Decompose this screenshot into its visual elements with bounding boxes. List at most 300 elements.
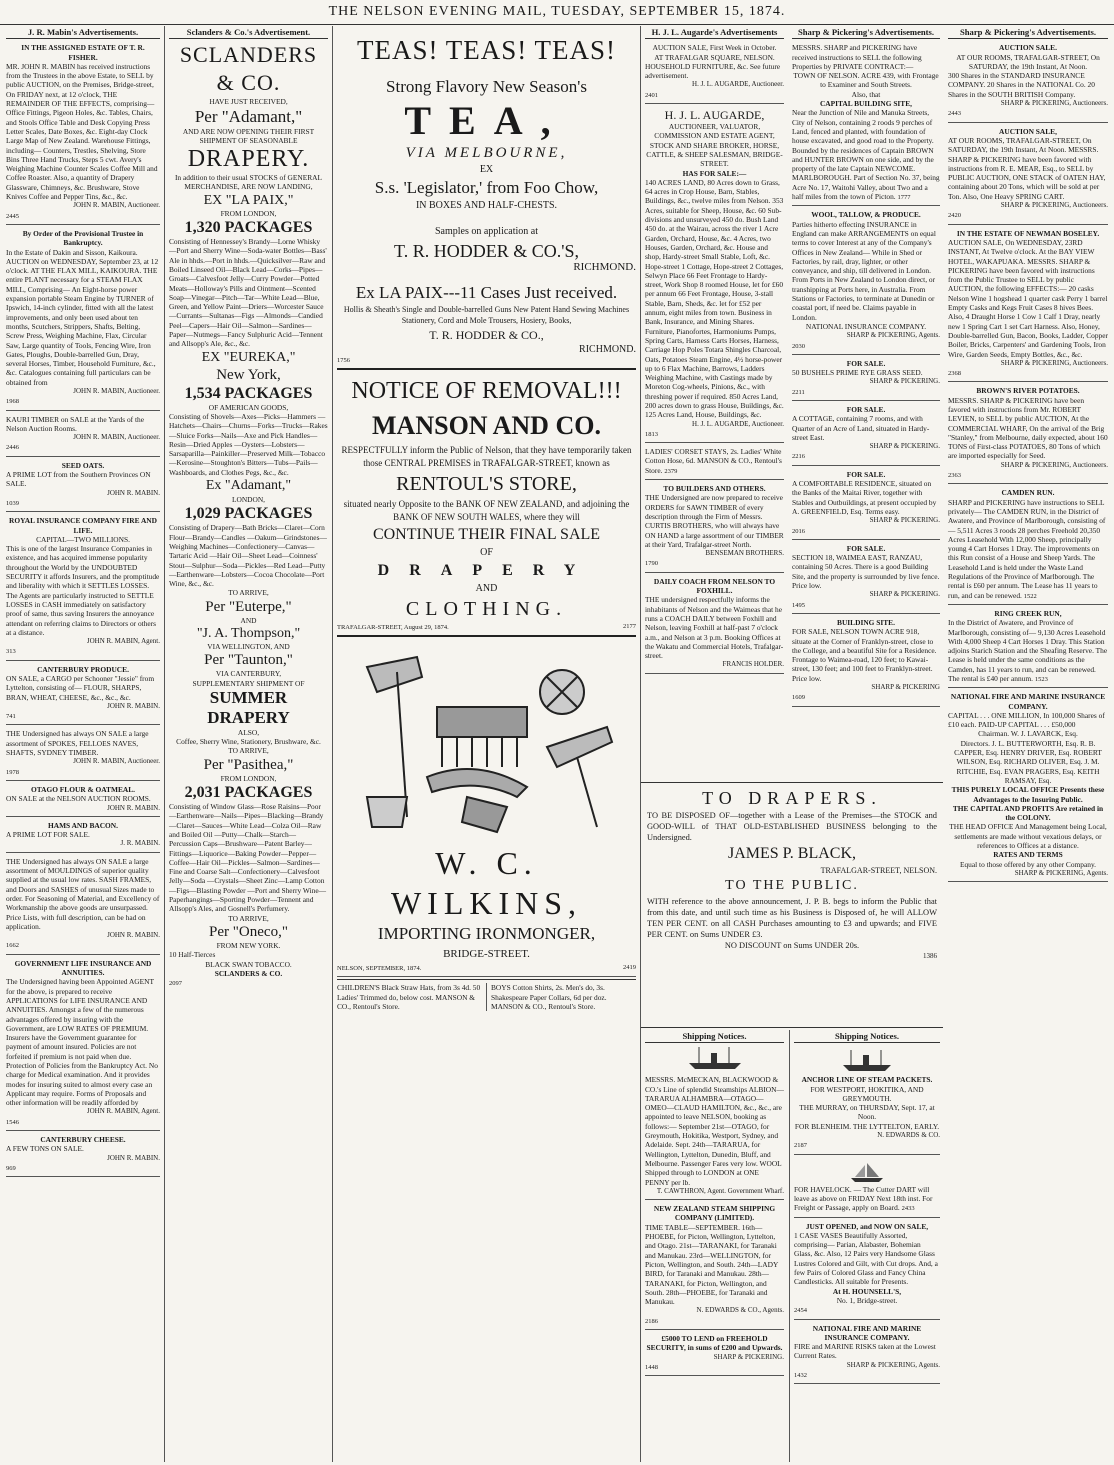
ad-ref: 1386 xyxy=(923,952,937,960)
ad-title: AUCTION SALE, xyxy=(999,126,1057,136)
ex-line: EX xyxy=(479,164,494,175)
land-list: 140 ACRES LAND, 80 Acres down to Grass, 64 acres in Crop House, Barn, Stables, Buildings, &c., twelve miles from Nelson. 353 Acres, suitable for Sheep, House, &c. 60 Sub-divisions and unsurveyed 450 do. Bush Land 450 do. at the Wairau, across the river 1 Acre Garden, Orchard, House, &c. 4 Acres, two Houses, Garden, Orchard, &c. House and shop, Hardy-street Small Stable, Loft, &c. Hope-street 1 Cottage, Hope-street 2 Cottages, Selwyn Place 66 Feet Frontage to Hardy-street, Work Shop 8 roomed House, let for £60 per annum 66 Feet Frontage, House, 3-stall Stable, Barn, Sheds, &c. let for £52 per annum, eight miles from town. Business in Bank, Insurance, and Mining Shares. xyxy=(645,177,784,327)
ad-ref: 2379 xyxy=(664,467,678,475)
hodder-location: RICHMOND. xyxy=(573,261,636,273)
route-line: FOR WESTPORT, HOKITIKA, AND GREYMOUTH. xyxy=(810,1084,924,1103)
ad-body: In the District of Awatere, and Province of Marlborough, consisting of— 9,130 Acres Leasehold With 4,000 Sheep 4 Cart Horses 1 Dray. This Station adjoins Starich Station and the Sheafing Reserve. The Lease is held under the same conditions as the Camden, has 11 years to run, and can be renewed. The rental is £40 per annum. xyxy=(948,618,1108,683)
ad-auction-october xyxy=(645,41,784,104)
ad-mcmeckan xyxy=(645,1073,784,1200)
ad-body: THE Undersigned has always ON SALE a large assortment of SPOKES, FELLOES NAVES, SHAFTS, SYDNEY TIMBER. xyxy=(6,729,149,758)
ship-oneco: Per "Oneco," xyxy=(209,923,288,940)
ad-title: NATIONAL FIRE AND MARINE INSURANCE COMPANY. xyxy=(812,1323,922,1342)
drapery-heading: DRAPERY. xyxy=(187,146,310,173)
bottom-ads xyxy=(337,979,636,1011)
ad-childrens-hats: CHILDREN'S Black Straw Hats, from 3s 4d. 50 Ladies' Trimmed do, below cost. MANSON & CO., Rentoul's Store. xyxy=(337,983,487,1011)
ad-signature: JOHN R. MABIN. xyxy=(107,1153,160,1162)
ad-signature: SHARP & PICKERING, Agents. xyxy=(846,331,940,340)
ad-body: A COMFORTABLE RESIDENCE, situated on the Banks of the Maitai River, together with Stables and Outbuildings, at present occupied by A. GREENFIELD, Esq. Terms easy. xyxy=(792,479,937,516)
steamship-icon xyxy=(685,1045,745,1071)
ad-signature: SHARP & PICKERING xyxy=(871,683,940,691)
ad-body: The Undersigned having been Appointed AGENT for the above, is prepared to receive APPLICATIONS for LIFE INSURANCE AND ANNUITIES. Amongst a few of the numerous advantages offered by insuring with the Government, are LOW RATES OF PREMIUM. Insurers have the Government guarantee for payment of amount insured. Policies are not forfeited if premium is not paid when due. Protection of Policies from the Bankruptcy Act. No charge for Medical examination. And it provides modes for insuring suited to almost every case an Applicant may require. Forms of Proposals and other information will be readily afforded by xyxy=(6,977,158,1108)
ad-title: HAMS AND BACON. xyxy=(47,820,118,830)
ad-teas xyxy=(337,28,636,370)
tierces-line: 10 Half-Tierces xyxy=(169,950,216,960)
ad-body: This is one of the largest Insurance Companies in existence, and has acquired immense popularity throughout the World by the UNDOUBTED SECURITY it affords Insurers, and the promptitude and liberality with which it SETTLES LOSSES. The Agents are particularly instructed to SETTLE LOSSES in CASH immediately on satisfactory proof of same, thus saving Insurers the annoyance attendant on referring claims to Directors or others at a distance. xyxy=(6,544,160,637)
rentoul-store: RENTOUL'S STORE, xyxy=(396,472,577,495)
ad-ref: 1813 xyxy=(645,430,658,438)
ad-body: A COTTAGE, containing 7 rooms, and with Quarter of an Acre of Land, situated in Hardy-street East. xyxy=(792,414,930,442)
flavory-line: Strong Flavory New Season's xyxy=(386,77,587,96)
ad-ref: 2433 xyxy=(901,1205,915,1213)
ad-signature: SCLANDERS & CO. xyxy=(214,968,283,978)
ad-removal xyxy=(337,372,636,637)
ad-vases xyxy=(794,1220,940,1320)
from-line: FROM LONDON, xyxy=(220,773,277,783)
ad-foxhill-coach xyxy=(645,575,784,674)
shipping-notices-left xyxy=(641,1030,788,1462)
ad-ref: 2097 xyxy=(169,980,182,988)
ad-ref: 1978 xyxy=(6,768,19,776)
ad-ref: 2446 xyxy=(6,444,19,452)
capital-site: CAPITAL BUILDING SITE, xyxy=(819,99,913,109)
packages-list: Consisting of Hennessey's Brandy—Lorne Whisky —Port and Sherry Wine—Soda-water Bottles—Bass' Ale in hhds.—Port in hhds.—Quicksilver—Raw and Boiled Linseed Oil—Black Lead—Corks—Pipes—Groats—Calvesfoot Jelly—Curry Powder—Potted Meats—Holloway's Pills and Ointment—Scented Soap—Vinegar—Pitch—Tar—White Lead—Blue, Green, and Yellow Paint—Driers—Worcester Sauce—Currants—Sultanas—Figs —Almonds—Candied Peel—Capers—Hair Oil—Salmon—Sardines—Paper—Nutmegs—Fancy Sulphuric Acid—Tennent and Allsopp's Ale, &c., &c. xyxy=(169,237,327,349)
and-line: AND xyxy=(240,615,257,625)
ad-ref: 969 xyxy=(6,1164,16,1172)
ad-boseley-estate xyxy=(948,227,1108,383)
packages-list: Consisting of Shovels—Axes—Picks—Hammers —Hatchets—Chairs—Churns—Forks—Trucks—Rakes—Sluice Forks—Nails—Axe and Pick Handles—Resin—Dried Apples —Oysters—Lobsters—Sarsaparilla—Painkiller—Preserved Milk—Tobacco—Kerosine—Stoughton's Bitters—Tubs—Pails—Washboards, and Clothes Pegs, &c., &c. xyxy=(169,411,328,477)
respectfully-text: RESPECTFULLY inform the Public of Nelson, that they have temporarily taken those CENTRAL PREMISES in TRAFALGAR-STREET, known as xyxy=(341,444,632,468)
drapery-line: DRAPERY xyxy=(377,561,596,579)
ad-wilkins xyxy=(337,639,636,977)
american-goods: OF AMERICAN GOODS, xyxy=(208,402,289,412)
ad-body: 300 Shares in the STANDARD INSURANCE COMPANY. 20 Shares in the NATIONAL Co. 20 Shares in the SOUTH BRITISH Company. xyxy=(948,71,1095,99)
ad-body: AT OUR ROOMS, TRAFALGAR-STREET, On SATURDAY, the 19th Instant, At Noon. MESSRS. SHARP & PICKERING have been favored with instructions from R. E. MEAR, Esq., to SELL by PUBLIC AUCTION, ONE STACK of OATEN HAY, containing about 20 Tons, which will be sold at per Ton. Also, One Heavy SPRING CART. xyxy=(948,135,1106,201)
ad-havelock xyxy=(794,1157,940,1218)
masthead: THE NELSON EVENING MAIL, TUESDAY, SEPTEMBER 15, 1874. xyxy=(0,4,1114,25)
directors-text: Directors. J. L. BUTTERWORTH, Esq. R. B. CAPPER, Esq. HENRY DRIVER, Esq. ROBERT WILSON, Esq. RICHARD OLIVER, Esq. J. M. RITCHIE, Esq. EVAN PRAGERS, Esq. KEITH RAMSAY, Esq. xyxy=(954,738,1102,785)
of-line: OF xyxy=(480,546,493,558)
bridge-street: BRIDGE-STREET. xyxy=(443,948,530,961)
ad-ref: 2363 xyxy=(948,472,961,480)
ad-date: NELSON, SEPTEMBER, 1874. xyxy=(337,965,422,973)
ad-body: AUCTION SALE, On WEDNESDAY, 23RD INSTANT, At Twelve o'clock. At the BAY VIEW HOTEL, WAKAPUAKA. MESSRS. SHARP & PICKERING have been favored with instructions from the Public Trustee to SELL by public AUCTION, the following EFFECTS:— 20 casks Nelson Wine 1 hogshead 1 quarter cask Perry 1 barrel Empty Casks and Kegs Fruit Cases 8 hives Bees. Also, 4 Draught Horse 1 Cow 1 Calf 1 Dray, nearly new 1 Spring Cart 1 set Cart Harness. Also, Honey, Double-barrelled Gun, Bacon, Books, Ladder, Copper Boiler, Bricks, Carpenters' and Gardening Tools, Iron Wire, Garden Seeds, Empty Bottles, &c., &c. xyxy=(948,237,1108,359)
ad-body: In the Estate of Dakin and Sisson, Kaikoura. AUCTION on WEDNESDAY, September 23, at 12 o'clock. AT THE FLAX MILL, KAIKOURA. THE entire PLANT necessary for a STEAM FLAX MILL, Comprising— An Eight-horse power expansion portable Steam Engine by TURNER of Ipswich, 14-inch cylinder, fitted with all the latest improvements, and only been used about ten months, Scutchers, Strippers, Shafts, Belting, Screw Press, Weighing Machine, Flax, Circular Saw, Large quantity of Tools, Fencing Wire, Iron Gates, Ploughs, Double-barrelled Gun, Dray, several Horses, Timber, Household Furniture, &c., &c. Catalogues containing full particulars can be obtained from xyxy=(6,247,159,387)
ad-body: HOUSEHOLD FURNITURE, &c. See future advertisement. xyxy=(645,61,781,81)
packages-count: 1,029 PACKAGES xyxy=(184,505,313,523)
ad-body: Parties hitherto effecting INSURANCE in England can make ARRANGEMENTS on equal terms to cover Interest at any of the Company's Offices in New Zealand— While in Shed or Factories, by rail, dray, lighter, or other conveyance, and ship, till delivered in London. From Ports in New Zealand to London direct, or transhipping at Ports here, in Australia. From Stations or Factories, to terminate at Dunedin or coastal port, if need be. Claims payable in London. xyxy=(792,219,936,322)
ad-oaten-hay xyxy=(948,125,1108,225)
rates-terms: RATES AND TERMS xyxy=(993,850,1063,860)
ad-ref: 1039 xyxy=(6,499,19,507)
ad-ref: 1448 xyxy=(645,1363,658,1371)
ad-signature: JOHN R. MABIN, Auctioneer. xyxy=(73,386,160,395)
column-sharp-pickering-2 xyxy=(944,26,1112,1462)
ad-body: MESSRS. McMECKAN, BLACKWOOD & CO.'s Line of splendid Steamships ALBION—TARARUA ALHAMBRA—OTAGO—OMEO—CLAUD HAMILTON, &c., &c., are appointed to leave NELSON, booking as follows:— September 21st—OTAGO, for Greymouth, Hokitika, Westport, Sydney, and Adelaide. Sept. 24th—TARARUA, for Wellington, Lyttelton, Dunedin, Bluff, and Melbourne. Passenger Fares very low. WOOL Shipped through to LONDON at ONE PENNY per lb. xyxy=(645,1075,784,1187)
ad-body: THE undersigned respectfully informs the inhabitants of Nelson and the Waimeas that he runs a COACH DAILY between Foxhill and Nelson, leaving Foxhill at half-past 7 o'clock a.m., and Nelson at 3 p.m. Booking Offices at the Wakatu and Commercial Hotels, Trafalgar-street. xyxy=(645,595,784,661)
steamship-icon xyxy=(839,1049,895,1073)
ad-title: NATIONAL FIRE AND MARINE INSURANCE COMPANY. xyxy=(950,692,1106,711)
ad-ref: 2401 xyxy=(645,91,658,99)
ad-title: SEED OATS. xyxy=(61,460,105,470)
ad-body: A PRIME LOT FOR SALE. xyxy=(6,830,90,840)
ad-location: AT TRAFALGAR SQUARE, NELSON. xyxy=(654,52,775,62)
company-line: NATIONAL INSURANCE COMPANY. xyxy=(805,321,927,331)
ad-ref: 1790 xyxy=(645,560,658,568)
ad-residence xyxy=(792,468,940,540)
ad-subtitle: CAPITAL—TWO MILLIONS. xyxy=(36,534,130,544)
ad-ref: 2211 xyxy=(792,388,805,396)
marlborough-text: MARLBOROUGH. Part of Section No. 37, being Acre No. 17, Waitohi Valley, about Two and a half miles from the town of Picton. xyxy=(792,173,940,202)
ad-body: FOR SALE, NELSON TOWN ACRE 918, situate at the Corner of Franklyn-street, close to the College, and a beautiful Site for a Residence. Frontage to Waimea-road, 120 feet; to Kawai-street, 130 feet; and 100 feet to Franklyn-street. Price low. xyxy=(792,627,937,683)
chairman-text: Chairman. W. J. LAVARCK, Esq. xyxy=(978,729,1078,739)
ad-signature: SHARP & PICKERING, Auctioneers. xyxy=(1000,99,1108,108)
ad-signature: JOHN R. MABIN. xyxy=(107,803,160,812)
la-paix-line: Ex LA PAIX---11 Cases Just received. xyxy=(355,283,618,303)
ad-ref: 1777 xyxy=(897,194,911,202)
ad-body: SECTION 18, WAIMEA EAST, RANZAU, containing 50 Acres. There is a good Building Site, and the property is surrounded by live fence. Price low. xyxy=(792,553,940,591)
public-headline: TO THE PUBLIC. xyxy=(725,878,859,893)
hodder-name-2: T. R. HODDER & CO., xyxy=(429,328,544,343)
firm-name: SCLANDERS & CO. xyxy=(179,42,318,96)
hardware-tools-illustration xyxy=(347,647,627,837)
augarde-name: H. J. L. AUGARDE, xyxy=(664,108,765,123)
capital-text: CAPITAL . . . ONE MILLION, In 100,000 Shares of £10 each. PAID-UP CAPITAL . . . £50,000 xyxy=(948,710,1105,730)
ad-canterbury-cheese xyxy=(6,1133,160,1177)
ad-ref: 1522 xyxy=(1023,592,1037,600)
ad-augarde-properties xyxy=(645,106,784,443)
black-address: TRAFALGAR-STREET, NELSON. xyxy=(820,866,937,875)
ad-ring-creek-run xyxy=(948,607,1108,688)
ad-royal-insurance xyxy=(6,514,160,660)
ad-body: TIME TABLE—SEPTEMBER. 16th—PHOEBE, for Picton, Wellington, Lyttelton, and Otago. 21st—TARANAKI, for Taranaki and Manukau. 23rd—WELLINGTON, for Picton, Wellington, and South. 24th—LADY BIRD, for Taranaki and Manukau. 28th—TARANAKI, for Picton, Wellington, and South. 28th—PHOEBE, for Taranaki and Manukau. xyxy=(645,1222,779,1307)
ad-canterbury-produce xyxy=(6,663,160,726)
ad-title: By Order of the Provisional Trustee in Bankruptcy. xyxy=(22,228,144,248)
ad-body: ON SALE, a CARGO per Schooner "Jessie" from Lyttelton, consisting of— FLOUR, SHARPS, BRAN, WHEAT, CHEESE, &c., &c., &c. xyxy=(6,674,155,702)
ship-taunton: Per "Taunton," xyxy=(204,652,293,669)
ad-signature: SHARP & PICKERING, Auctioneers. xyxy=(1000,201,1108,210)
drapers-headline: TO DRAPERS. xyxy=(702,788,882,808)
disposed-text: TO BE DISPOSED OF—together with a Lease of the Premises—the STOCK and GOOD-WILL of THAT OLD-ESTABLISHED BUSINESS belonging to the Undersigned. xyxy=(647,811,937,842)
capital-profits: THE CAPITAL AND PROFITS Are retained in the COLONY. xyxy=(952,803,1104,823)
teas-headline: TEAS! TEAS! TEAS! xyxy=(357,35,616,65)
ad-title: CANTERBURY CHEESE. xyxy=(40,1135,126,1145)
ad-signature: J. R. MABIN. xyxy=(120,839,160,848)
ad-signature: SHARP & PICKERING, Auctioneers. xyxy=(1000,460,1108,469)
ad-signature: JOHN R. MABIN. xyxy=(107,931,160,940)
ad-title: BUILDING SITE. xyxy=(837,617,895,627)
ad-body: THE Undersigned are now prepared to receive ORDERS for SAWN TIMBER of every description through the Firm of Messrs. CURTIS BROTHERS, who will always have ON HAND a large assortment of our TIMBER at their Yard, Trafalgar-street North. xyxy=(645,493,784,549)
ad-ref: 313 xyxy=(6,648,16,656)
ad-title: AUCTION SALE. xyxy=(999,43,1057,53)
ad-ref: 2368 xyxy=(948,370,961,378)
ad-body: THE Undersigned has always ON SALE a large assortment of MOULDINGS of superior quality supplied at the usual low rates. SASH FRAMES, and Doors and SASHES of unusual Sizes made to order. For Seasoning of Material, and Excellency of Workmanship the above goods are unsurpassed. Price Lists, with full description, can be had on application. xyxy=(6,856,160,931)
ad-share-auction xyxy=(948,41,1108,122)
ad-body: MESSRS. SHARP and PICKERING have received instructions to SELL the following Properties by PRIVATE CONTRACT:— xyxy=(792,43,922,71)
ad-signature: SHARP & PICKERING. xyxy=(713,1352,784,1361)
ad-seed-oats xyxy=(6,459,160,512)
notice-headline: NOTICE OF REMOVAL!!! xyxy=(351,377,622,404)
column-center xyxy=(332,26,640,1462)
local-office: THIS PURELY LOCAL OFFICE Presents these Advantages to the Insuring Public. xyxy=(951,785,1105,804)
clothing-line: CLOTHING. xyxy=(405,597,568,620)
ad-signature: JOHN R. MABIN, Agent. xyxy=(86,1107,160,1116)
to-arrive: TO ARRIVE, xyxy=(228,746,269,756)
ironmonger-line: IMPORTING IRONMONGER, xyxy=(377,924,596,944)
coffee-line: Coffee, Sherry Wine, Stationery, Brushware, &c. xyxy=(176,737,321,747)
furniture-list: Furniture, Pianofortes, Harmoniums Pumps, Spring Carts, Harness Carts Horses, Harness, Carriage Hop Poles Totara Shingles Charcoal, Oats, Potatoes Steam Engine, 4½ horse-power up to 6 Flax Machine, Barrows, Ladders Weighing Machine, with Castings made by Moreton Cog-wheels, Pinions, &c., with threshing power if required. 850 Acres Land, 200 acres down to grass House, Buildings, &c. 125 Acres Land, House, Buildings, &c. xyxy=(645,326,784,420)
column-header: J. R. Mabin's Advertisements. xyxy=(6,28,160,39)
ad-private-contract xyxy=(792,41,940,206)
head-office: THE HEAD OFFICE And Management being Local, settlements are made without vexatious delays, or references to Offices at a distance. xyxy=(949,822,1107,851)
via-melbourne: VIA MELBOURNE, xyxy=(405,145,568,161)
ad-kauri xyxy=(6,413,160,457)
ad-title: CANTERBURY PRODUCE. xyxy=(37,664,129,674)
ad-date: TRAFALGAR-STREET, August 29, 1874. xyxy=(337,623,449,631)
ad-ref: 1495 xyxy=(792,601,805,609)
ad-ref: 2016 xyxy=(792,527,805,535)
boxes-line: IN BOXES AND HALF-CHESTS. xyxy=(415,200,558,211)
ad-signature: JOHN R. MABIN, Auctioneer. xyxy=(73,757,160,766)
ad-rye-grass xyxy=(792,357,940,401)
ad-title: FOR SALE. xyxy=(846,469,886,479)
ad-signature: SHARP & PICKERING. xyxy=(869,442,940,451)
ad-body: A PRIME LOT from the Southern Provinces ON SALE. xyxy=(6,470,151,489)
received-line: HAVE JUST RECEIVED, xyxy=(209,97,288,107)
ad-title: RING CREEK RUN, xyxy=(994,608,1062,618)
ad-signature: JOHN R. MABIN. xyxy=(107,701,160,710)
ad-anchor-line xyxy=(794,1045,940,1154)
column-header: Sclanders & Co.'s Advertisement. xyxy=(169,28,328,39)
ad-signature: SHARP & PICKERING. xyxy=(869,516,940,525)
ad-ref: 1609 xyxy=(792,694,805,702)
legislator-line: S.s. 'Legislator,' from Foo Chow, xyxy=(374,178,599,197)
town-line: TOWN OF NELSON. ACRE 439, with Frontage to Examiner and South Streets. xyxy=(793,71,939,90)
ad-title: AUCTION SALE, First Week in October. xyxy=(652,43,777,53)
ad-signature: JOHN R. MABIN, Auctioneer. xyxy=(73,201,160,210)
opening-line: AND ARE NOW OPENING THEIR FIRST SHIPMENT OF SEASONABLE xyxy=(182,126,315,145)
packages-list: Consisting of Drapery—Bath Bricks—Claret—Corn Flour—Brandy—Candles —Oakum—Grindstones—Weighing Machines—Confectionery—Canvas—Tartaric Acid —Hair Oil—Sheet Lead—Coinness' Stout—Sulphur—Soda—Pickles—Red Lead—Putty—Earthenware—Lobsters—Cocoa Chocolate—Port Wine, &c., &c. xyxy=(169,523,327,589)
manson-name: MANSON AND CO. xyxy=(372,410,601,440)
ad-boys-shirts: BOYS Cotton Shirts, 2s. Men's do, 3s. Shakespeare Paper Collars, 6d per doz. MANSON & CO., Rentoul's Store. xyxy=(491,983,607,1012)
packages-count: 1,534 PACKAGES xyxy=(184,384,313,402)
ad-body: LADIES' CORSET STAYS, 2s. Ladies' White Cotton Hose, 6d. MANSON & CO., Rentoul's Store. xyxy=(645,447,782,475)
hounsell-name: At H. HOUNSELL'S, xyxy=(832,1286,902,1296)
ad-title: JUST OPENED, and NOW ON SALE, xyxy=(805,1221,929,1231)
tobacco-line: BLACK SWAN TOBACCO. xyxy=(205,959,292,969)
ad-title: FOR SALE. xyxy=(846,358,886,368)
hodder-name: T. R. HODDER & CO.'S, xyxy=(394,241,579,261)
samples-line: Samples on application at xyxy=(434,226,539,237)
ad-ref: 2419 xyxy=(623,964,636,972)
ad-ref: 2420 xyxy=(948,212,961,220)
sailboat-icon xyxy=(847,1161,887,1183)
ad-otago-flour xyxy=(6,783,160,817)
shipping-notices-right xyxy=(789,1030,944,1462)
ship-adamant-2: Ex "Adamant," xyxy=(205,478,292,494)
ad-signature: BENSEMAN BROTHERS. xyxy=(705,549,784,558)
ad-signature: SHARP & PICKERING, Agents. xyxy=(1014,868,1108,877)
ship-adamant: Per "Adamant," xyxy=(194,106,303,126)
from-line: LONDON, xyxy=(231,495,266,505)
hodder-location-2: RICHMOND. xyxy=(579,344,636,356)
opposite-text: situated nearly Opposite to the BANK OF NEW ZEALAND, and adjoining the BANK OF NEW SOUTH WALES, where they will xyxy=(343,498,630,522)
ship-eureka: EX "EUREKA," xyxy=(201,349,296,365)
ad-signature: JOHN R. MABIN. xyxy=(107,488,160,497)
ad-ref: 2445 xyxy=(6,212,19,220)
summer-drapery: SUMMER DRAPERY xyxy=(207,687,290,727)
ad-body: ON SALE at the NELSON AUCTION ROOMS. xyxy=(6,794,151,804)
via-line: VIA WELLINGTON, AND xyxy=(207,641,290,651)
ad-signature: H. J. L. AUGARDE, Auctioneer. xyxy=(692,80,784,89)
blenheim-line: FOR BLENHEIM. THE LYTTELTON, EARLY. xyxy=(794,1121,940,1131)
black-name: JAMES P. BLACK, xyxy=(727,845,857,862)
packages-count: 1,320 PACKAGES xyxy=(184,219,313,237)
ad-spokes xyxy=(6,727,160,780)
ad-ref: 741 xyxy=(6,713,16,721)
ad-body: FOR HAVELOCK. — The Cutter DART will leave as above on FRIDAY Next 18th inst. For Freight or Passage, apply on Board. xyxy=(794,1184,933,1213)
hounsell-address: No. 1, Bridge-street. xyxy=(836,1295,898,1305)
ad-ref: 1546 xyxy=(6,1118,19,1126)
continue-line: CONTINUE THEIR FINAL SALE xyxy=(372,525,601,543)
ad-signature: JOHN R. MABIN, Auctioneer. xyxy=(73,433,160,442)
via-line: VIA CANTERBURY, xyxy=(215,669,282,679)
tea-headline: TEA, xyxy=(404,98,569,143)
ad-body: 1 CASE VASES Beautifully Assorted, comprising— Parian, Alabaster, Bohemian Glass, &c. Also, 12 Pairs very Handsome Glass Lustres Colored and Gilt, with Cut drops. And, a few Pairs of Colored Glass and Fancy China Candlesticks. All suitable for Presents. xyxy=(794,1230,938,1287)
also-line: ALSO, xyxy=(237,727,260,737)
ad-ref: 2454 xyxy=(794,1307,807,1315)
ad-body: 50 BUSHELS PRIME RYE GRASS SEED. xyxy=(792,368,923,378)
ad-signature: SHARP & PICKERING, Agents. xyxy=(846,1360,940,1369)
ad-title: DAILY COACH FROM NELSON TO FOXHILL. xyxy=(653,576,776,596)
ship-thompson: "J. A. Thompson," xyxy=(196,625,301,641)
ad-nz-steam xyxy=(645,1202,784,1330)
ad-ref: 2187 xyxy=(794,1142,807,1150)
ad-hams xyxy=(6,819,160,853)
general-line: In addition to their usual STOCKS of GENERAL MERCHANDISE, ARE NOW LANDING, xyxy=(174,173,323,192)
ad-title: OTAGO FLOUR & OATMEAL. xyxy=(30,784,136,794)
and-line: AND xyxy=(475,582,498,594)
ad-signature: T. CAWTHRON, Agent. Government Wharf. xyxy=(656,1186,784,1195)
ad-body: MR. JOHN R. MABIN has received instructions from the Trustees in the above Estate, to SELL by public AUCTION, on the Premises, Bridge-street, On FRIDAY next, at 12 o'clock, THE REMAINDER OF THE EFFECTS, comprising— Office Fittings, Pigeon Holes, &c. Tables, Chairs, and Stools Office Table and Desk Copying Press Letter Scales, Date Boxes, &c. Eight-day Clock Large Map of New Zealand. Warehouse Fittings, including— Counters, Trestles, Shelving, Store Bins Three Hand Trucks, Steps 5 cwt. Avery's Weighing Machine Counter Scales Coffee Mill and Coffee Roaster. Also, a quantity of Drapery Glassware, Chimneys, &c. Brushware, Stove Knives Coffee and Pepper Tins, &c., &c. xyxy=(6,61,158,202)
ad-government-life xyxy=(6,957,160,1131)
ad-ref: 2216 xyxy=(792,453,805,461)
for-sale-line: HAS FOR SALE:— xyxy=(682,168,747,178)
ad-mouldings xyxy=(6,855,160,955)
ad-ref: 1432 xyxy=(794,1372,807,1380)
ad-body: £5000 TO LEND on FREEHOLD SECURITY, in sums of £200 and Upwards. xyxy=(646,1334,783,1353)
supplementary-line: SUPPLEMENTARY SHIPMENT OF xyxy=(192,678,305,688)
ad-cottage xyxy=(792,403,940,466)
ad-title: FOR SALE. xyxy=(846,404,886,414)
ad-ref: 2186 xyxy=(645,1317,658,1325)
ad-ref: 1662 xyxy=(6,942,19,950)
ad-title: ROYAL INSURANCE COMPANY FIRE AND LIFE. xyxy=(9,516,157,535)
augarde-roles: AUCTIONEER, VALUATOR, COMMISSION AND ESTATE AGENT, STOCK AND SHARE BROKER, HORSE, CATTLE, & SHEEP SALESMAN, BRIDGE-STREET. xyxy=(646,122,783,169)
ad-title: TO BUILDERS AND OTHERS. xyxy=(663,484,766,494)
ad-fisher-estate xyxy=(6,41,160,225)
section-header: Shipping Notices. xyxy=(645,1032,784,1043)
discount-line: NO DISCOUNT on Sums UNDER 20s. xyxy=(724,941,860,950)
section-header: Shipping Notices. xyxy=(794,1032,940,1043)
packages-list: Consisting of Window Glass—Rose Raisins—Poor—Earthenware—Nails—Pipes—Blacking—Brandy—Claret—Sauces—White Lead—Colza Oil—Raw and Boiled Oil —Putty—Chalk—Starch—Percussion Caps—Brushware—Patent Barley—Fittings—Liquorice—Baking Powder—Pepper—Coffee—Hair Oil—Pickles—Salmon—Sardines—Fine and Coarse Salt—Confectionery—Calvesfoot Jelly—Soda —Crystals—Sheet Zinc—Lamp Cotton—Figs—Blasting Powder —Port and Sherry Wine—Paperhangings—Sporting Powder—Tennent and Allsopp's Ales, and Gosnell's Perfumery. xyxy=(169,802,327,914)
ad-ref: 1968 xyxy=(6,398,19,406)
ad-title: WOOL, TALLOW, & PRODUCE. xyxy=(811,210,921,220)
ad-title: IN THE ASSIGNED ESTATE OF T. R. FISHER. xyxy=(21,43,145,62)
ad-title: CAMDEN RUN. xyxy=(1001,488,1055,498)
wilkins-name: W. C. WILKINS, xyxy=(390,845,583,922)
ad-builders xyxy=(645,482,784,573)
from-line: FROM NEW YORK. xyxy=(216,940,281,950)
ad-body: KAURI TIMBER on SALE at the Yards of the Nelson Auction Rooms. xyxy=(6,414,145,433)
ad-details: AT OUR ROOMS, TRAFALGAR-STREET, On SATURDAY, the 19th Instant, At Noon. xyxy=(956,52,1100,71)
ad-body: A FEW TONS ON SALE. xyxy=(6,1144,84,1154)
also-line: Also, that xyxy=(851,89,881,99)
ad-national-fire xyxy=(794,1322,940,1385)
ad-ref: 2443 xyxy=(948,110,961,118)
ad-title: FOR SALE. xyxy=(846,543,886,553)
ad-building-site xyxy=(792,616,940,707)
ad-waimea-east xyxy=(792,542,940,614)
from-line: FROM LONDON, xyxy=(220,208,277,218)
ad-body: FIRE and MARINE RISKS taken at the Lowest Current Rates. xyxy=(794,1342,936,1361)
ship-pasithea: Per "Pasithea," xyxy=(203,756,294,773)
to-arrive: TO ARRIVE, xyxy=(228,913,269,923)
equal-line: Equal to those offered by any other Company. xyxy=(959,859,1097,869)
ad-wool-tallow xyxy=(792,208,940,354)
ad-ref: 2030 xyxy=(792,342,805,350)
column-header: H. J. L. Augarde's Advertisements xyxy=(645,28,784,39)
ship-la-paix: EX "LA PAIX," xyxy=(203,192,294,208)
column-mabin xyxy=(2,26,164,1462)
site-text: Near the Junction of Nile and Manuka Streets, City of Nelson, containing 2 roods 9 perches of Land, fenced and planted, with foundation of house excavated, and good road to the Property. Bounded by the residences of Captain BROWN and HUNTER BROWN on one side, and by the property of the late Captain NEWCOME. xyxy=(792,108,934,174)
ad-title: NEW ZEALAND STEAM SHIPPING COMPANY (LIMITED). xyxy=(653,1204,776,1223)
column-sclanders xyxy=(164,26,332,1462)
column-header: Sharp & Pickering's Advertisements. xyxy=(948,28,1108,39)
packages-count: 2,031 PACKAGES xyxy=(184,784,313,802)
ad-signature: FRANCIS HOLDER. xyxy=(722,660,784,669)
to-arrive: TO ARRIVE, xyxy=(228,588,269,598)
ad-potatoes xyxy=(948,384,1108,484)
ad-body: SHARP and PICKERING have instructions to SELL privately— The CAMDEN RUN, in the District of Awatere, and Province of Marlborough, consisting of— 5,511 Acres 3 roods 28 perches Freehold 20,350 Acres Leasehold With 12,000 Sheep, principally young 4 Cart Horses 1 Dray. The improvements on this Run consist of a House and Sheep Yards. The Leasehold Land is held under the Waste Land Regulations of the Province of Marlborough. The rental is £60 per annum. The Lease has 11 years to run, and can be renewed. xyxy=(948,497,1106,600)
origin-new-york: New York, xyxy=(216,366,281,383)
ad-signature: SHARP & PICKERING. xyxy=(869,590,940,599)
column-header: Sharp & Pickering's Advertisements. xyxy=(792,28,940,39)
public-text: WITH reference to the above announcement, J. P. B. begs to inform the Public that from this date, and until such time as his Business is Disposed of, he will ALLOW TEN PER CENT. on all CASH Purchases amounting to £3 and upwards; and FIVE PER CENT. on Sums UNDER £3. xyxy=(647,897,937,939)
ad-title: BROWN'S RIVER POTATOES. xyxy=(976,386,1080,396)
ad-signature: SHARP & PICKERING. xyxy=(869,377,940,386)
ad-signature: SHARP & PICKERING, Auctioneers. xyxy=(1000,358,1108,367)
ad-signature: H. J. L. AUGARDE, Auctioneer. xyxy=(692,419,784,428)
ad-lend xyxy=(645,1332,784,1376)
ad-title: GOVERNMENT LIFE INSURANCE AND ANNUITIES. xyxy=(14,958,152,978)
ad-camden-run xyxy=(948,486,1108,605)
ad-kaikoura xyxy=(6,227,160,411)
guns-line: Hollis & Sheath's Single and Double-barrelled Guns New Patent Hand Sewing Machines Stationery, Cord and Mole Trousers, Hosiery, Books, xyxy=(343,305,630,326)
ad-title: ANCHOR LINE OF STEAM PACKETS. xyxy=(801,1075,933,1085)
ad-corset-stays xyxy=(645,445,784,480)
ship-euterpe: Per "Euterpe," xyxy=(205,598,292,615)
ad-national-fire-marine xyxy=(948,690,1108,882)
ad-signature: N. EDWARDS & CO. xyxy=(877,1131,940,1140)
ad-signature: N. EDWARDS & CO., Agents. xyxy=(696,1306,784,1315)
ad-body: MESSRS. SHARP & PICKERING have been favored with instructions from Mr. ROBERT LEVIEN, to SELL by public AUCTION, At the COMMERCIAL WHARF, On the arrival of the Brig "Stanley," from Melbourne, daily expected, about 160 TONS of First-class POTATOES, 80 Tons of which are imported especially for Seed. xyxy=(948,395,1108,461)
murray-line: THE MURRAY, on THURSDAY, Sept. 17, at Noon. xyxy=(799,1103,935,1122)
ad-ref: 2177 xyxy=(623,622,636,630)
ad-ref: 1523 xyxy=(1034,676,1048,683)
ad-title: IN THE ESTATE OF NEWMAN BOSELEY. xyxy=(956,228,1100,238)
ad-ref: 1756 xyxy=(337,356,350,364)
ad-signature: JOHN R. MABIN, Agent. xyxy=(86,637,160,646)
